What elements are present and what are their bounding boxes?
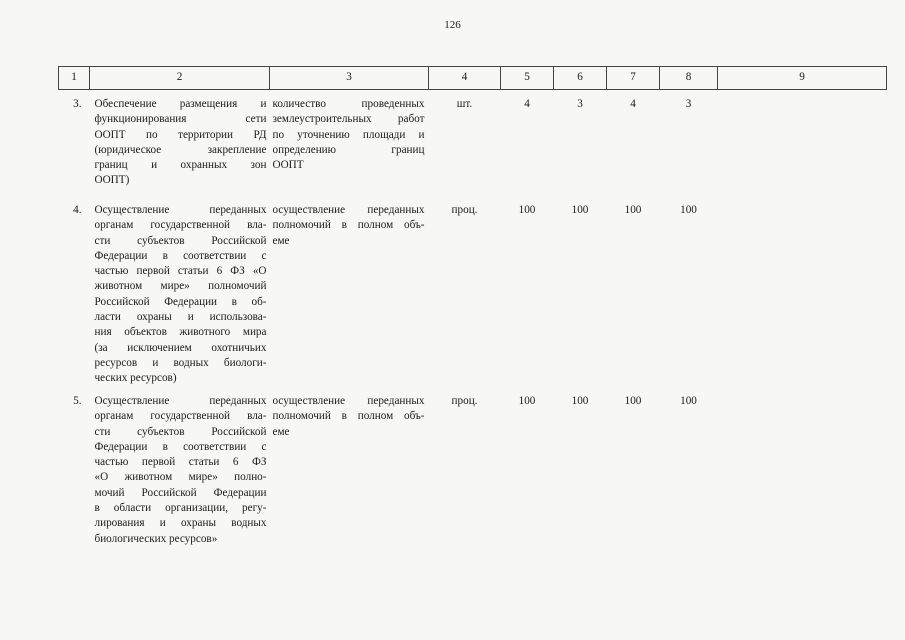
measure-name-line: биологических ресурсов» [94,532,218,545]
value-col9 [718,90,887,204]
measure-name-cell [90,90,270,204]
measure-name-line: Осуществление переданных [94,395,267,407]
measure-name-line: (за исключением охотничьих [94,341,267,354]
measure-name-line: ООПТ по территории РД [94,128,267,141]
header-cell: 7 [607,67,660,90]
measure-name-line: Федерации в соответствии с [94,249,267,262]
measure-name-line: мочий Российской Федерации [94,486,267,499]
row-number: 3. [73,98,82,110]
unit-cell: шт. [456,98,473,110]
value-col6: 3 [577,98,583,110]
value-col9 [718,203,887,394]
indicator-line: осуществление переданных [272,395,425,407]
indicator-line: еме [272,425,290,438]
indicator-cell [270,90,429,204]
measure-name-line: сти субъектов Российской [94,425,267,438]
measure-name-line: ресурсов и водных биологи- [94,356,267,369]
unit-cell: проц. [451,204,478,216]
measure-name-line: ческих ресурсов) [94,372,177,385]
measure-name-line: (юридическое закрепление [94,143,267,156]
measure-name-line: ООПТ) [94,174,130,187]
measure-name-line: ния объектов животного мира [94,326,267,339]
header-cell: 4 [429,67,501,90]
header-cell: 3 [270,67,429,90]
measure-name-line: лирования и охраны водных [94,517,267,530]
value-col5: 100 [518,395,536,407]
measure-name-cell [90,394,270,547]
header-cell: 5 [501,67,554,90]
value-col9 [718,394,887,547]
header-cell: 2 [90,67,270,90]
indicators-table [58,66,887,547]
value-col8: 100 [680,395,697,407]
measure-name-line: Российской Федерации в об- [94,295,267,308]
indicator-line: по уточнению площади и [272,128,425,141]
measure-name-line: органам государственной вла- [94,219,267,232]
indicator-line: количество проведенных [272,98,425,110]
indicator-line: полномочий в полном объ- [272,410,425,423]
value-col6: 100 [571,204,589,216]
value-col8: 100 [680,204,697,216]
indicator-line: полномочий в полном объ- [272,219,425,232]
measure-name-line: ласти охраны и использова- [94,311,267,324]
table-row [59,90,887,204]
header-cell: 6 [554,67,607,90]
header-cell: 8 [660,67,718,90]
measure-name-line: границ и охранных зон [94,159,267,172]
value-col6: 100 [571,395,589,407]
measure-name-line: органам государственной вла- [94,410,267,423]
value-col5: 4 [524,98,530,110]
row-number: 4. [73,204,82,216]
table-row [59,203,887,394]
header-cell: 9 [718,67,887,90]
unit-cell: проц. [451,395,478,407]
row-number: 5. [73,395,82,407]
measure-name-line: животном мире» полномочий [94,280,267,293]
value-col7: 100 [624,395,642,407]
measure-name-line: «О животном мире» полно- [94,471,267,484]
indicator-line: ООПТ [272,159,304,172]
value-col7: 4 [630,98,636,110]
indicator-line: еме [272,234,290,247]
indicator-cell [270,203,429,394]
table-row [59,394,887,547]
indicator-line: определению границ [272,143,425,156]
measure-name-line: Осуществление переданных [94,204,267,216]
value-col8: 3 [685,98,692,110]
measure-name-line: Обеспечение размещения и [94,98,267,110]
indicator-cell [270,394,429,547]
measure-name-line: частью первой статьи 6 ФЗ [94,456,267,469]
measure-name-line: в области организации, регу- [94,502,267,515]
header-row [59,67,887,90]
page-number: 126 [444,19,461,31]
measure-name-line: частью первой статьи 6 ФЗ «О [94,265,267,278]
measure-name-line: Федерации в соответствии с [94,440,267,453]
value-col7: 100 [624,204,642,216]
value-col5: 100 [518,204,536,216]
measure-name-line: функционирования сети [94,113,267,126]
header-cell: 1 [59,67,90,90]
indicator-line: осуществление переданных [272,204,425,216]
measure-name-line: сти субъектов Российской [94,234,267,247]
indicator-line: землеустроительных работ [272,113,425,126]
measure-name-cell [90,203,270,394]
